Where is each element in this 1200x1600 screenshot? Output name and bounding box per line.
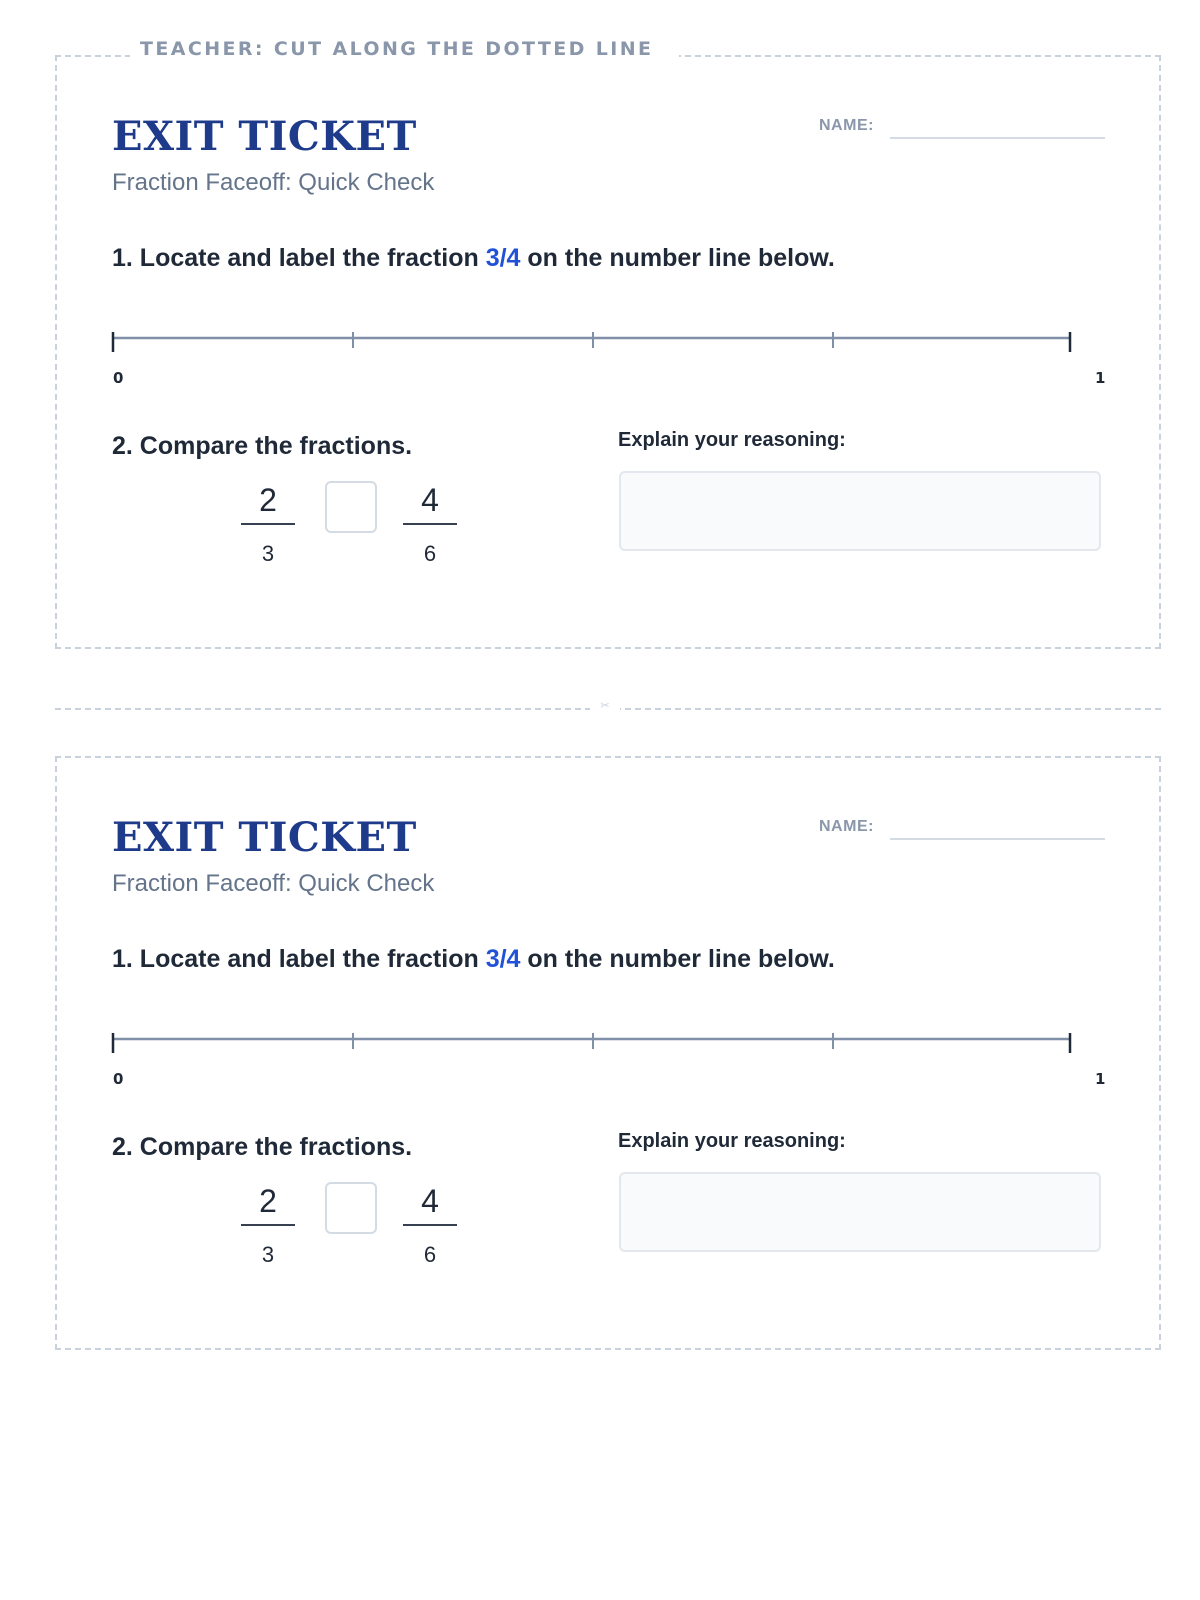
ticket-subtitle: Fraction Faceoff: Quick Check	[112, 870, 435, 897]
fraction-left-denominator: 3	[261, 541, 275, 566]
reasoning-input[interactable]	[619, 1172, 1101, 1252]
fraction-right-denominator: 6	[423, 1242, 437, 1267]
scissor-icon: ✂	[590, 698, 620, 714]
question-1	[112, 945, 835, 974]
question-1-suffix: on the number line below.	[520, 945, 835, 973]
exit-ticket-2	[55, 756, 1161, 1350]
number-line-label-0: 0	[113, 1070, 124, 1088]
number-line[interactable]	[111, 332, 1075, 366]
cut-instruction: TEACHER: CUT ALONG THE DOTTED LINE	[130, 38, 679, 60]
fraction-right	[403, 477, 457, 567]
number-line-label-1: 1	[1095, 1070, 1106, 1088]
question-1-suffix: on the number line below.	[520, 244, 835, 272]
question-2: 2. Compare the fractions.	[112, 1133, 413, 1161]
ticket-title: EXIT TICKET	[112, 113, 417, 160]
number-line-label-1: 1	[1095, 369, 1106, 387]
fraction-left	[241, 1178, 295, 1268]
question-1	[112, 244, 835, 273]
question-1-prefix: 1. Locate and label the fraction	[112, 244, 486, 272]
question-2: 2. Compare the fractions.	[112, 432, 413, 460]
fraction-left-denominator: 3	[261, 1242, 275, 1267]
ticket-subtitle: Fraction Faceoff: Quick Check	[112, 169, 435, 196]
name-field[interactable]	[890, 838, 1105, 840]
explain-label: Explain your reasoning:	[618, 429, 846, 451]
comparison-symbol-box[interactable]	[325, 1182, 377, 1234]
fraction-left	[241, 477, 295, 567]
exit-ticket-1	[55, 55, 1161, 649]
name-field[interactable]	[890, 137, 1105, 139]
fraction-left-numerator: 2	[241, 477, 295, 525]
question-1-prefix: 1. Locate and label the fraction	[112, 945, 486, 973]
fraction-left-numerator: 2	[241, 1178, 295, 1226]
fraction-right-numerator: 4	[403, 1178, 457, 1226]
ticket-title: EXIT TICKET	[112, 814, 417, 861]
number-line[interactable]	[111, 1033, 1075, 1067]
name-label: NAME:	[819, 818, 874, 835]
fraction-right-denominator: 6	[423, 541, 437, 566]
explain-label: Explain your reasoning:	[618, 1130, 846, 1152]
reasoning-input[interactable]	[619, 471, 1101, 551]
name-label: NAME:	[819, 117, 874, 134]
fraction-right	[403, 1178, 457, 1268]
question-1-fraction: 3/4	[485, 244, 521, 272]
comparison-symbol-box[interactable]	[325, 481, 377, 533]
fraction-right-numerator: 4	[403, 477, 457, 525]
question-1-fraction: 3/4	[485, 945, 521, 973]
number-line-label-0: 0	[113, 369, 124, 387]
